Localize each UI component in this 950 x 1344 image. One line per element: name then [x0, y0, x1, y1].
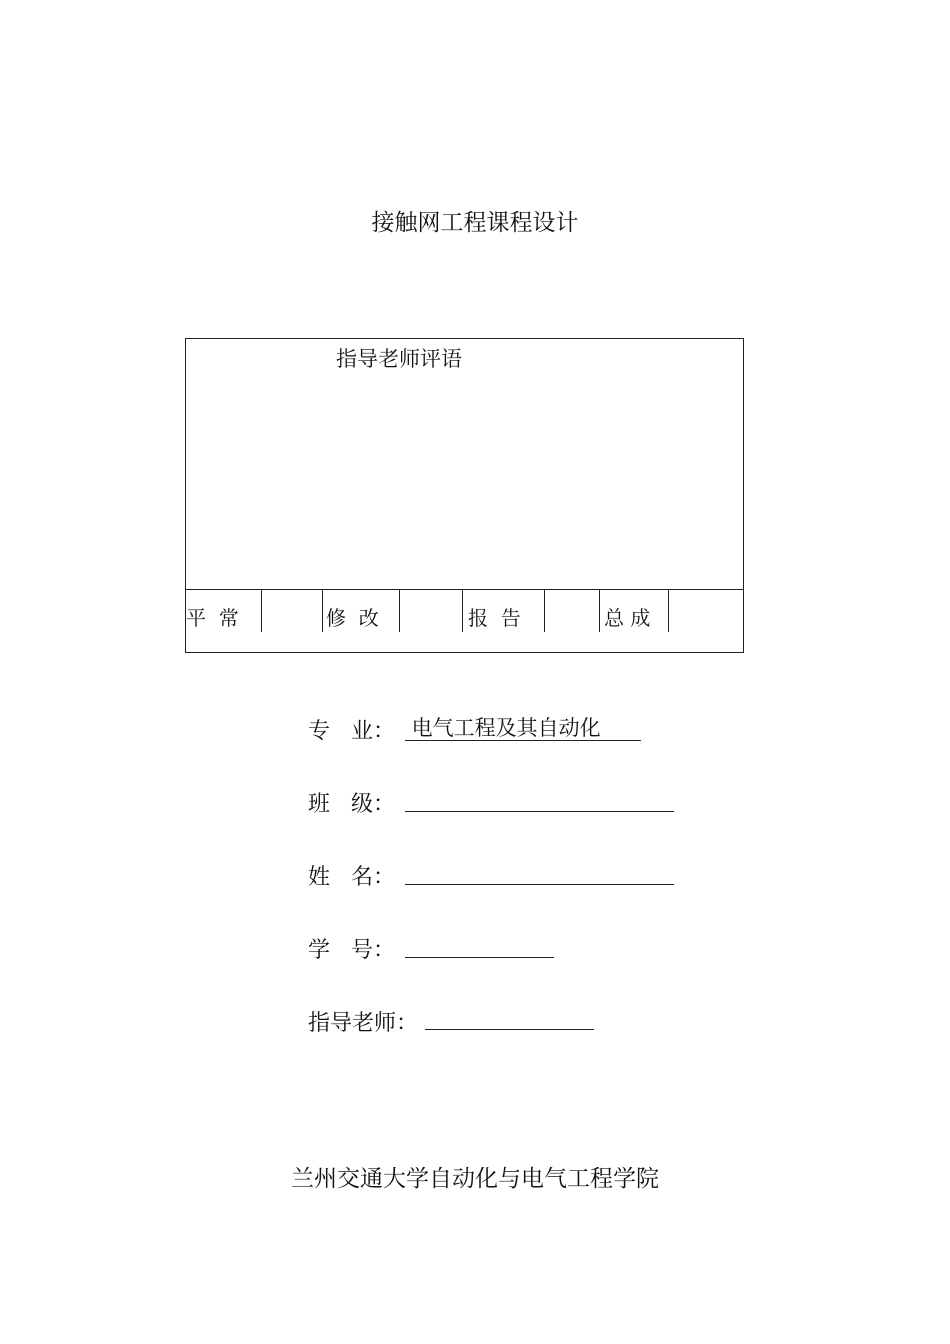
- grade-label-regular: 平 常: [186, 606, 239, 630]
- grade-label-revision: 修 改: [326, 606, 379, 630]
- document-title: 接触网工程课程设计: [371, 210, 579, 236]
- grade-cell-divider: [322, 590, 323, 632]
- advisor-label: 指导老师：: [308, 1011, 419, 1036]
- grade-cell-divider: [399, 590, 400, 632]
- grade-row-divider: [186, 589, 743, 590]
- grade-cell-divider: [261, 590, 262, 632]
- grade-label-report: 报 告: [468, 606, 521, 630]
- advisor-comment-box: [185, 338, 744, 653]
- class-input-line[interactable]: [405, 810, 674, 812]
- student-id-input-line[interactable]: [405, 956, 554, 958]
- grade-cell-divider: [462, 590, 463, 632]
- advisor-input-line[interactable]: [425, 1028, 594, 1030]
- class-label: 班 级：: [308, 792, 395, 817]
- student-id-label: 学 号：: [308, 938, 395, 963]
- grade-cell-divider: [544, 590, 545, 632]
- name-input-line[interactable]: [405, 883, 674, 885]
- institution-footer: 兰州交通大学自动化与电气工程学院: [291, 1166, 659, 1192]
- name-label: 姓 名：: [308, 865, 395, 890]
- grade-label-total: 总 成: [604, 606, 651, 630]
- grade-cell-divider: [668, 590, 669, 632]
- comment-heading: 指导老师评语: [336, 347, 462, 371]
- grade-cell-divider: [599, 590, 600, 632]
- major-label: 专 业：: [308, 719, 395, 744]
- major-value: 电气工程及其自动化: [405, 712, 641, 741]
